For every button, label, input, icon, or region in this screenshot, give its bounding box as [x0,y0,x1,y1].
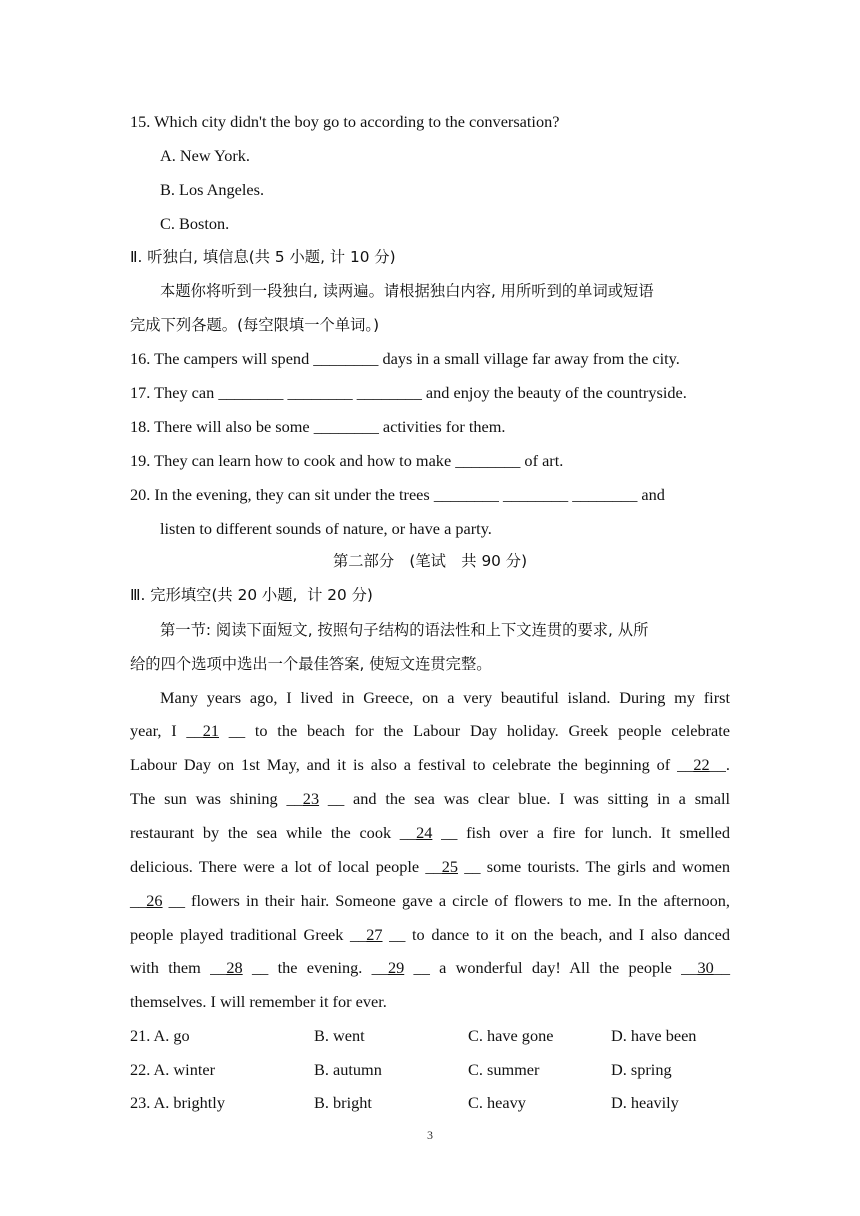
passage-line-5: restaurant by the sea while the cook __24 __ fish over a fire for lunch. It smelled [130,823,731,842]
blank-25: 25 [441,857,458,876]
section-3-title: Ⅲ. 完形填空(共 20 小题, 计 20 分) [130,586,373,604]
passage-line-3: Labour Day on 1st May, and it is also a festival to celebrate the beginning of __22__. [130,755,730,774]
choice-22-a: 22. A. winter [130,1060,216,1079]
section-3-instruction-1: 第一节: 阅读下面短文, 按照句子结构的语法性和上下文连贯的要求, 从所 [160,621,649,639]
passage-line-10: themselves. I will remember it for ever. [130,992,387,1011]
passage-line-6: delicious. There were a lot of local people __25 __ some tourists. The girls and women [130,857,730,876]
blank-21: 21 [202,721,219,740]
blank-27: 27 [366,925,383,944]
blank-24: 24 [416,823,433,842]
item-19: 19. They can learn how to cook and how to make ________ of art. [130,451,564,470]
section-3-instruction-2: 给的四个选项中选出一个最佳答案, 使短文连贯完整。 [130,655,492,673]
blank-23: 23 [302,789,320,808]
part-2-title: 第二部分 (笔试 共 90 分) [332,552,528,570]
q15-option-a: A. New York. [160,146,251,165]
blank-22: 22 [693,755,710,774]
passage-line-1: Many years ago, I lived in Greece, on a very beautiful island. During my first [160,688,730,707]
choice-23-a: 23. A. brightly [130,1093,225,1112]
choice-23-b: B. bright [314,1093,372,1112]
q15-option-c: C. Boston. [160,214,230,233]
blank-30: 30 [697,958,714,977]
choice-23-c: C. heavy [468,1093,526,1112]
item-17: 17. They can ________ ________ ________ and enjoy the beauty of the countryside. [130,383,687,402]
choice-22-c: C. summer [468,1060,540,1079]
passage-line-9: with them __28 __ the evening. __29 __ a wonderful day! All the people __30__ [130,958,731,977]
blank-28: 28 [226,958,243,977]
choice-22-b: B. autumn [314,1060,382,1079]
item-16: 16. The campers will spend ________ days in a small village far away from the city. [130,349,680,368]
blank-29: 29 [387,958,405,977]
choice-21-c: C. have gone [468,1026,554,1045]
choice-21-a: 21. A. go [130,1026,190,1045]
passage-line-8: people played traditional Greek __27 __ to dance to it on the beach, and I also danced [130,925,730,944]
section-2-instruction-1: 本题你将听到一段独白, 读两遍。请根据独白内容, 用所听到的单词或短语 [160,282,654,300]
choice-21-b: B. went [314,1026,365,1045]
page-number: 3 [427,1128,433,1142]
blank-26: 26 [146,891,163,910]
section-2-title: Ⅱ. 听独白, 填信息(共 5 小题, 计 10 分) [130,248,396,266]
choice-23-d: D. heavily [611,1093,679,1112]
question-15: 15. Which city didn't the boy go to according to the conversation? [130,112,560,131]
passage-line-2: year, I __21 __ to the beach for the Labour Day holiday. Greek people celebrate [130,721,730,740]
passage-line-7: __26 __ flowers in their hair. Someone gave a circle of flowers to me. In the afternoon, [130,891,730,910]
q15-option-b: B. Los Angeles. [160,180,265,199]
choice-22-d: D. spring [611,1060,672,1079]
passage-line-4: The sun was shining __23 __ and the sea was clear blue. I was sitting in a small [130,789,730,808]
item-20: 20. In the evening, they can sit under the trees ________ ________ ________ and [130,485,665,504]
choice-21-d: D. have been [611,1026,697,1045]
section-2-instruction-2: 完成下列各题。(每空限填一个单词。) [130,316,380,334]
item-18: 18. There will also be some ________ activities for them. [130,417,506,436]
item-20-continued: listen to different sounds of nature, or have a party. [160,519,492,538]
